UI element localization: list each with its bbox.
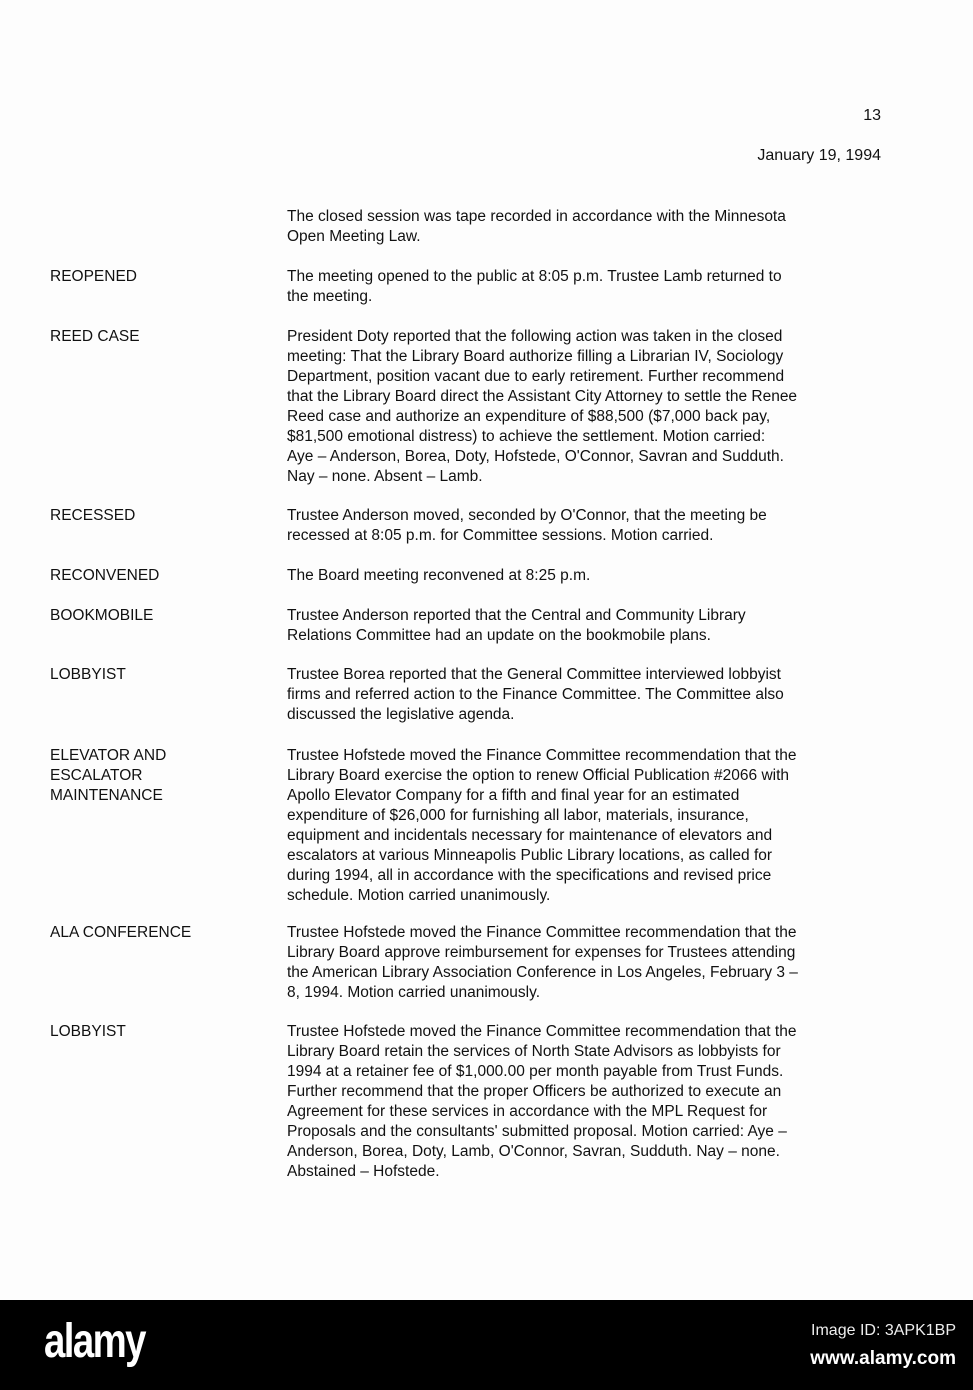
body-line: The meeting opened to the public at 8:05 p.m. Trustee Lamb returned to xyxy=(287,268,782,285)
section-label: LOBBYIST xyxy=(50,1023,126,1040)
body-line: The Board meeting reconvened at 8:25 p.m. xyxy=(287,567,591,584)
page-number: 13 xyxy=(863,107,881,124)
section-label-line: ESCALATOR xyxy=(50,767,143,784)
body-line: Trustee Anderson moved, seconded by O'Connor, that the meeting be xyxy=(287,507,767,524)
section-body xyxy=(287,606,746,646)
body-line: the meeting. xyxy=(287,288,373,305)
body-line: 8, 1994. Motion carried unanimously. xyxy=(287,984,541,1001)
body-line: discussed the legislative agenda. xyxy=(287,706,515,723)
body-line: $81,500 emotional distress) to achieve the settlement. Motion carried: xyxy=(287,428,766,445)
section-body xyxy=(287,327,797,487)
section-body xyxy=(287,267,782,307)
body-line: President Doty reported that the following action was taken in the closed xyxy=(287,328,783,345)
body-line: Trustee Hofstede moved the Finance Committee recommendation that the xyxy=(287,747,797,764)
body-line: meeting: That the Library Board authorize filling a Librarian IV, Sociology xyxy=(287,348,784,365)
section-body xyxy=(287,665,784,725)
body-line: during 1994, all in accordance with the specifications and revised price xyxy=(287,867,772,884)
section-label-line: MAINTENANCE xyxy=(50,787,163,804)
body-line: Library Board exercise the option to renew Official Publication #2066 with xyxy=(287,767,790,784)
section-label: REOPENED xyxy=(50,268,137,285)
body-line: Library Board retain the services of North State Advisors as lobbyists for xyxy=(287,1043,781,1060)
body-line: Trustee Hofstede moved the Finance Committee recommendation that the xyxy=(287,1023,797,1040)
body-line: 1994 at a retainer fee of $1,000.00 per month payable from Trust Funds. xyxy=(287,1063,784,1080)
section-label xyxy=(50,746,250,806)
body-line: Nay – none. Absent – Lamb. xyxy=(287,468,483,485)
body-line: firms and referred action to the Finance Committee. The Committee also xyxy=(287,686,784,703)
body-line: Reed case and authorize an expenditure of $88,500 ($7,000 back pay, xyxy=(287,408,771,425)
watermark-bar xyxy=(0,1300,973,1390)
body-line: Proposals and the consultants' submitted proposal. Motion carried: Aye – xyxy=(287,1123,787,1140)
meeting-date: January 19, 1994 xyxy=(757,147,881,164)
body-line: Trustee Anderson reported that the Central and Community Library xyxy=(287,607,746,624)
body-line: equipment and incidentals necessary for maintenance of elevators and xyxy=(287,827,773,844)
section-label: BOOKMOBILE xyxy=(50,607,154,624)
section-label: ALA CONFERENCE xyxy=(50,924,192,941)
body-line: Trustee Borea reported that the General Committee interviewed lobbyist xyxy=(287,666,781,683)
section-body xyxy=(287,1022,796,1182)
body-line: Library Board approve reimbursement for expenses for Trustees attending xyxy=(287,944,796,961)
site-url: www.alamy.com xyxy=(810,1348,956,1369)
section-label: LOBBYIST xyxy=(50,666,126,683)
body-line: Abstained – Hofstede. xyxy=(287,1163,440,1180)
body-line: Apollo Elevator Company for a fifth and final year for an estimated xyxy=(287,787,740,804)
section-label: RECONVENED xyxy=(50,567,160,584)
body-line: Open Meeting Law. xyxy=(287,228,421,245)
section-label: RECESSED xyxy=(50,507,136,524)
body-line: The closed session was tape recorded in accordance with the Minnesota xyxy=(287,208,786,225)
body-line: Department, position vacant due to early retirement. Further recommend xyxy=(287,368,785,385)
section-body xyxy=(287,566,590,586)
body-line: that the Library Board direct the Assistant City Attorney to settle the Renee xyxy=(287,388,798,405)
body-line: escalators at various Minneapolis Public Library locations, as called for xyxy=(287,847,773,864)
body-line: Agreement for these services in accordance with the MPL Request for xyxy=(287,1103,768,1120)
section-body xyxy=(287,506,767,546)
alamy-logo: alamy xyxy=(44,1315,145,1368)
section-body xyxy=(287,923,798,1003)
body-line: Anderson, Borea, Doty, Lamb, O'Connor, Savran, Sudduth. Nay – none. xyxy=(287,1143,780,1160)
body-line: Trustee Hofstede moved the Finance Committee recommendation that the xyxy=(287,924,797,941)
body-line: Aye – Anderson, Borea, Doty, Hofstede, O'Connor, Savran and Sudduth. xyxy=(287,448,784,465)
body-line: schedule. Motion carried unanimously. xyxy=(287,887,551,904)
section-body xyxy=(287,746,796,906)
body-line: the American Library Association Conference in Los Angeles, February 3 – xyxy=(287,964,798,981)
image-id: Image ID: 3APK1BP xyxy=(811,1322,956,1339)
body-line: Further recommend that the proper Officers be authorized to execute an xyxy=(287,1083,782,1100)
body-line: Relations Committee had an update on the bookmobile plans. xyxy=(287,627,711,644)
body-line: expenditure of $26,000 for furnishing all labor, materials, insurance, xyxy=(287,807,749,824)
section-label: REED CASE xyxy=(50,328,140,345)
section-label-line: ELEVATOR AND xyxy=(50,747,167,764)
section-body xyxy=(287,207,786,247)
body-line: recessed at 8:05 p.m. for Committee sessions. Motion carried. xyxy=(287,527,714,544)
